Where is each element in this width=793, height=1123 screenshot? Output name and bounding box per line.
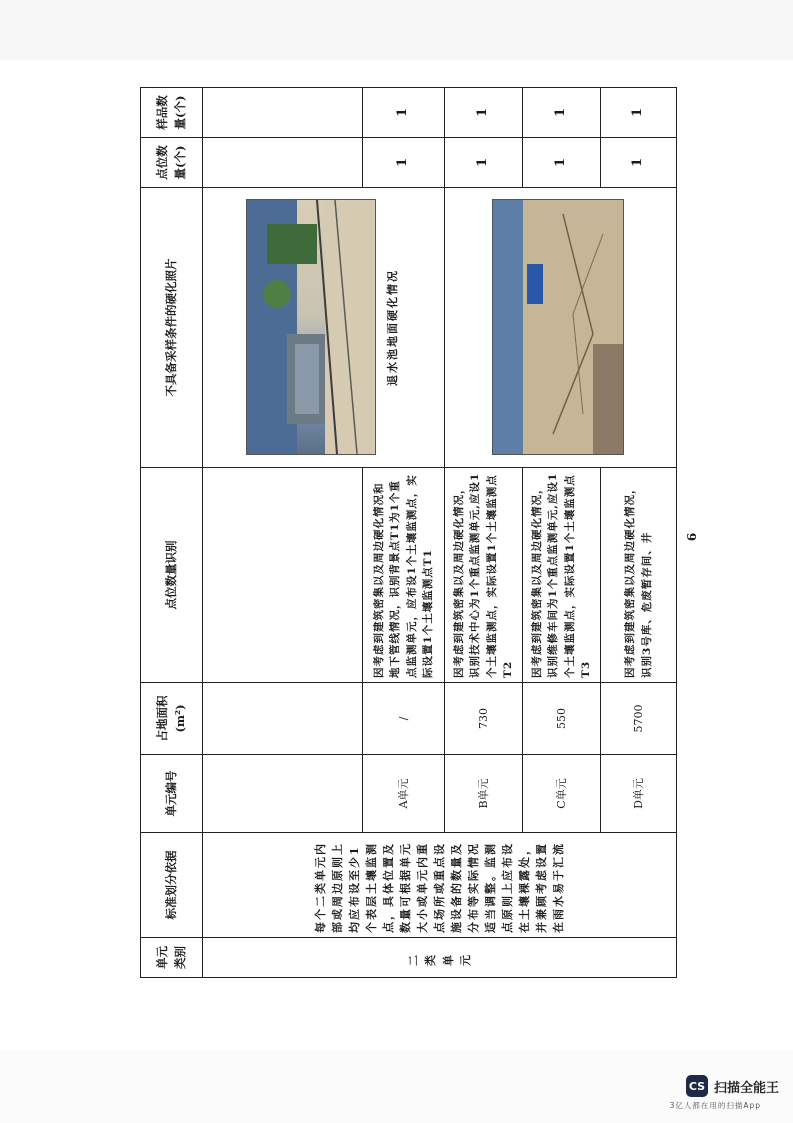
unit-cell: B单元 <box>445 755 523 833</box>
points-cell: 1 <box>363 138 445 188</box>
points-cell: 1 <box>445 138 523 188</box>
header-points: 点位数量(个) <box>141 138 203 188</box>
photo-caption: 退水池地面硬化情况 <box>385 269 399 386</box>
photo-cell-2 <box>445 188 677 468</box>
header-photo: 不具备采样条件的硬化照片 <box>141 188 203 468</box>
scan-bottom-margin <box>0 1051 793 1123</box>
monitoring-units-table <box>140 87 677 978</box>
page-number: 6 <box>685 532 700 542</box>
samples-cell: 1 <box>601 88 677 138</box>
unit-cell: C单元 <box>523 755 601 833</box>
header-row <box>141 88 203 978</box>
unit-cell: D单元 <box>601 755 677 833</box>
hardened-ground-photo-1 <box>246 200 376 456</box>
scan-top-margin <box>0 0 793 60</box>
points-cell: 1 <box>523 138 601 188</box>
header-category: 单元类别 <box>141 938 203 978</box>
camscanner-logo-icon: CS <box>686 1075 708 1097</box>
header-area: 占地面积(m²) <box>141 683 203 755</box>
hardened-ground-photo-2 <box>492 200 624 456</box>
spacer-row <box>203 88 363 978</box>
photo-cell-1 <box>203 188 445 468</box>
header-unit-id: 单元编号 <box>141 755 203 833</box>
points-cell: 1 <box>601 138 677 188</box>
area-cell: / <box>363 683 445 755</box>
watermark-name: 扫描全能王 <box>713 1080 779 1096</box>
basis-cell: 每个二类单元内部或周边原则上均应布设至少1个表层土壤监测点，具体位置及数量可根据单元大小或单元内重点场所或重点设施设备的数量及分布等实际情况适当调整。监测点原则上应布设在土壤裸露处，并兼顾考虑设置在雨水易于汇流 <box>203 833 677 938</box>
category-cell: 二类单元 <box>203 938 677 978</box>
header-rule: 点位数量识别 <box>141 468 203 683</box>
watermark-subtitle: 3亿人都在用的扫描App <box>669 1101 761 1110</box>
header-samples: 样品数量(个) <box>141 88 203 138</box>
header-basis: 标准划分依据 <box>141 833 203 938</box>
samples-cell: 1 <box>445 88 523 138</box>
rule-cell: 因考虑到建筑密集以及周边硬化情况，识别技术中心为1个重点监测单元,应设1个土壤监测点，实际设置1个土壤监测点T2 <box>445 468 523 683</box>
rule-cell: 因考虑到建筑密集以及周边硬化情况和地下管线情况，识别背景点T1为1个重点监测单元，应布设1个土壤监测点，实际设置1个土壤监测点T1 <box>363 468 445 683</box>
scanner-watermark <box>686 1075 779 1097</box>
unit-cell: A单元 <box>363 755 445 833</box>
area-cell: 730 <box>445 683 523 755</box>
samples-cell: 1 <box>363 88 445 138</box>
rule-cell: 因考虑到建筑密集以及周边硬化情况，识别维修车间为1个重点监测单元,应设1个土壤监测点，实际设置1个土壤监测点T3 <box>523 468 601 683</box>
rotated-table-container <box>140 88 676 978</box>
area-cell: 550 <box>523 683 601 755</box>
area-cell: 5700 <box>601 683 677 755</box>
samples-cell: 1 <box>523 88 601 138</box>
rule-cell: 因考虑到建筑密集以及周边硬化情况，识别3号库、危废暂存间、井 <box>601 468 677 683</box>
